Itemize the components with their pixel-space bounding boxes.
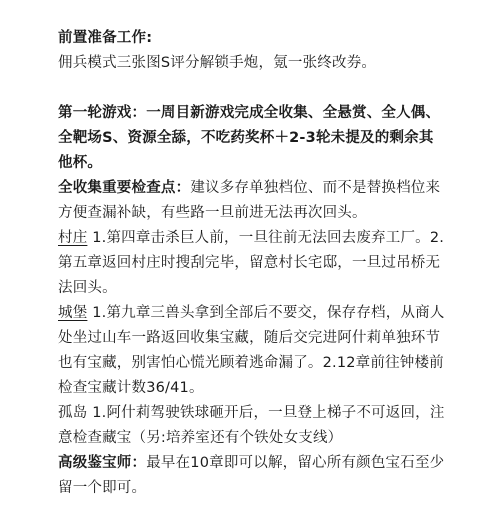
village-line-2: 第五章返回村庄时搜刮完毕，留意村长宅邸，一旦过吊桥无 [58,255,441,271]
collect-paragraph-line-2: 方便查漏补缺，有些路一旦前进无法再次回头。 [58,205,367,221]
castle-line-2: 处坐过山车一路返回收集宝藏，随后交完进阿什莉单独环节 [58,330,441,346]
round1-line-1: 第一轮游戏：一周目新游戏完成全收集、全悬赏、全人偶、 [58,105,441,121]
castle-line-3: 也有宝藏，别害怕心慌光顾着逃命漏了。2.12章前往钟楼前 [58,355,444,371]
island-line-2: 意检查藏宝（另:培养室还有个铁处女支线） [58,430,343,446]
collect-colon: ： [175,180,191,196]
island-line-1: 孤岛 1.阿什莉驾驶铁球砸开后，一旦登上梯子不可返回，注 [58,405,445,421]
collect-text-1: 建议多存单独档位、而不是替换档位来 [190,180,441,196]
prep-text: 佣兵模式三张图S评分解锁手炮，氪一张终改券。 [58,55,377,71]
appraiser-colon: ： [131,455,147,471]
collect-label: 全收集重要检查点 [58,180,176,196]
castle-line-1 [58,301,448,326]
appraiser-line-1 [58,451,448,476]
castle-label: 城堡 [58,305,88,321]
round1-line-2: 全靶场S、资源全舔，不吃药奖杯＋2-3轮未提及的剩余其 [58,130,434,146]
prep-heading: 前置准备工作: [58,30,153,46]
village-line-3: 法回头。 [58,280,117,296]
collect-paragraph-line-1 [58,176,448,201]
round1-line-3: 他杯。 [58,155,103,171]
village-text-1: 1.第四章击杀巨人前，一旦往前无法回去废弃工厂。2. [87,230,445,246]
castle-text-1: 1.第九章三兽头拿到全部后不要交，保存存档，从商人 [87,305,445,321]
appraiser-label: 高级鉴宝师 [58,455,132,471]
appraiser-text-1: 最早在10章即可以解，留心所有颜色宝石至少 [146,455,445,471]
spacer [58,76,448,101]
village-label: 村庄 [58,230,88,246]
castle-line-4: 检查宝藏计数36/41。 [58,380,204,396]
article-body [58,26,448,501]
village-line-1 [58,226,448,251]
appraiser-line-2: 留一个即可。 [58,480,147,496]
